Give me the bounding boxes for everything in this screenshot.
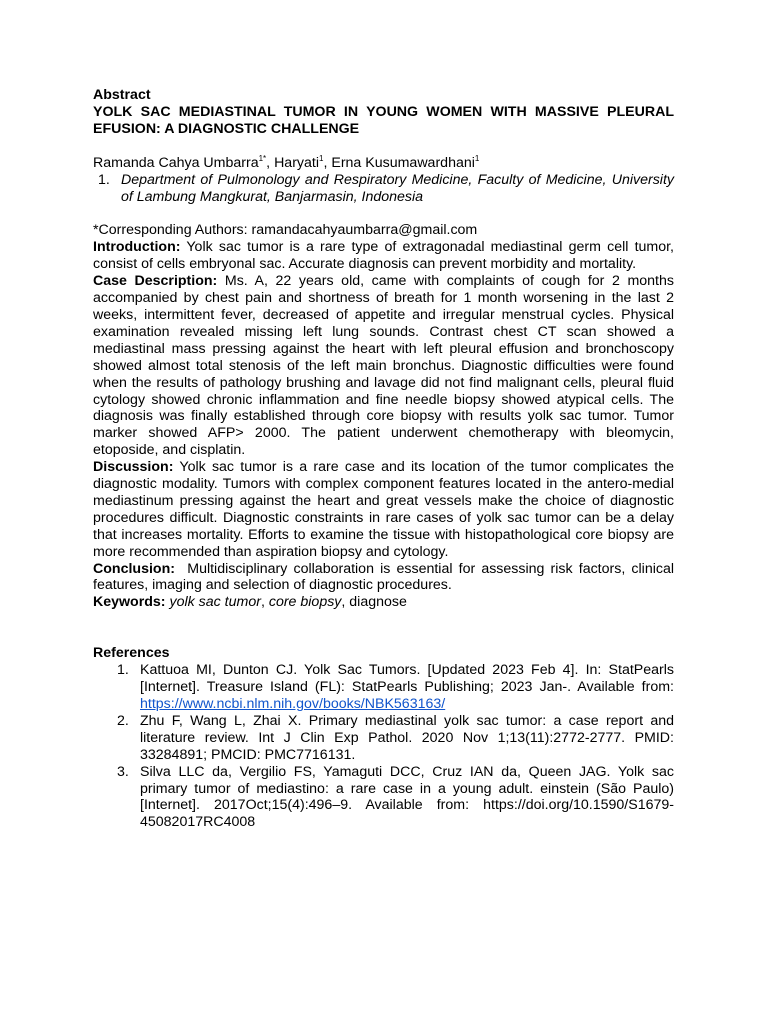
- keywords-label: Keywords:: [93, 594, 166, 611]
- introduction-paragraph: [93, 239, 674, 273]
- author-affiliation-mark: 1: [319, 153, 324, 163]
- introduction-label: Introduction:: [93, 239, 181, 256]
- author-affiliation-mark: 1: [474, 153, 480, 163]
- reference-item: [93, 764, 674, 832]
- reference-number: 3.: [117, 763, 129, 780]
- author-name: Ramanda Cahya Umbarra: [93, 154, 259, 171]
- reference-link[interactable]: https://www.ncbi.nlm.nih.gov/books/NBK563163/: [140, 696, 446, 712]
- conclusion-label: Conclusion:: [93, 560, 175, 577]
- author-name: Haryati: [274, 154, 320, 171]
- author-affiliation-mark: 1*: [258, 153, 267, 163]
- discussion-text: Yolk sac tumor is a rare case and its location of the tumor complicates the diagnostic modality. Tumors with complex component features located in the antero-medial mediastinum pressing against the heart and great vessels make the choice of diagnostic procedures difficult. Diagnostic constraints in rare cases of yolk sac tumor can be a delay that increases mortality. Efforts to examine the tissue with histopathological core biopsy are more recommended than aspiration biopsy and cytology.: [93, 459, 674, 560]
- affiliation-text: Department of Pulmonology and Respiratory Medicine, Faculty of Medicine, University of Lambung Mangkurat, Banjarmasin, Indonesia: [121, 171, 674, 205]
- case-description-label: Case Description:: [93, 273, 218, 290]
- author-separator: ,: [323, 154, 332, 171]
- affiliation: [93, 172, 674, 206]
- reference-citation: Kattuoa MI, Dunton CJ. Yolk Sac Tumors. [Updated 2023 Feb 4]. In: StatPearls [Internet]. Treasure Island (FL): StatPearls Publishing; 2023 Jan-. Available from:: [140, 662, 674, 696]
- keywords-paragraph: [93, 594, 674, 611]
- discussion-label: Discussion:: [93, 459, 174, 476]
- keyword-separator: ,: [341, 594, 350, 611]
- paper-title: YOLK SAC MEDIASTINAL TUMOR IN YOUNG WOMEN WITH MASSIVE PLEURAL EFUSION: A DIAGNOSTIC CHALLENGE: [93, 103, 674, 137]
- keyword: core biopsy: [268, 594, 342, 611]
- author-separator: ,: [266, 154, 275, 171]
- affiliation-number: 1.: [98, 171, 110, 188]
- reference-number: 2.: [117, 712, 129, 729]
- reference-text: [140, 662, 674, 713]
- case-description-text: Ms. A, 22 years old, came with complaints of cough for 2 months accompanied by chest pain and shortness of breath for 1 month worsening in the last 2 weeks, intermittent fever, decreased of appetite and irregular menstrual cycles. Physical examination revealed missing left lung sounds. Contrast chest CT scan showed a mediastinal mass pressing against the heart with left pleural effusion and bronchoscopy showed almost total stenosis of the left main bronchus. Diagnostic difficulties were found when the results of pathology brushing and lavage did not find malignant cells, pleural fluid cytology showed chronic inflammation and fine needle biopsy showed atypical cells. The diagnosis was finally established through core biopsy with results yolk sac tumor. Tumor marker showed AFP> 2000. The patient underwent chemotherapy with bleomycin, etoposide, and cisplatin.: [93, 273, 674, 459]
- reference-text: Zhu F, Wang L, Zhai X. Primary mediastinal yolk sac tumor: a case report and literature review. Int J Clin Exp Pathol. 2020 Nov 1;13(11):2772-2777. PMID: 33284891; PMCID: PMC7716131.: [140, 712, 674, 763]
- reference-text: Silva LLC da, Vergilio FS, Yamaguti DCC, Cruz IAN da, Queen JAG. Yolk sac primary tumor of mediastino: a rare case in a young adult. einstein (São Paulo) [Internet]. 2017Oct;15(4):496–9. Available from: https://doi.org/10.1590/S1679-45082017RC4008: [140, 763, 674, 831]
- conclusion-text: Multidisciplinary collaboration is essential for assessing risk factors, clinical features, imaging and selection of diagnostic procedures.: [93, 560, 678, 594]
- references-heading: References: [93, 645, 170, 662]
- conclusion-paragraph: [93, 560, 678, 595]
- author-name: Erna Kusumawardhani: [331, 154, 475, 171]
- reference-item: [93, 713, 674, 764]
- keyword: diagnose: [349, 594, 407, 611]
- abstract-page: [93, 87, 678, 831]
- reference-item: [93, 662, 674, 713]
- discussion-paragraph: [93, 459, 674, 560]
- corresponding-author: *Corresponding Authors: ramandacahyaumbarra@gmail.com: [93, 222, 478, 239]
- abstract-heading: Abstract: [93, 87, 151, 103]
- keyword: yolk sac tumor: [169, 594, 261, 611]
- reference-number: 1.: [117, 662, 129, 679]
- introduction-text: Yolk sac tumor is a rare type of extragonadal mediastinal germ cell tumor, consist of cells embryonal sac. Accurate diagnosis can prevent morbidity and mortality.: [93, 239, 674, 273]
- author-list: [93, 155, 674, 172]
- keyword-separator: ,: [260, 594, 269, 611]
- case-description-paragraph: [93, 273, 674, 459]
